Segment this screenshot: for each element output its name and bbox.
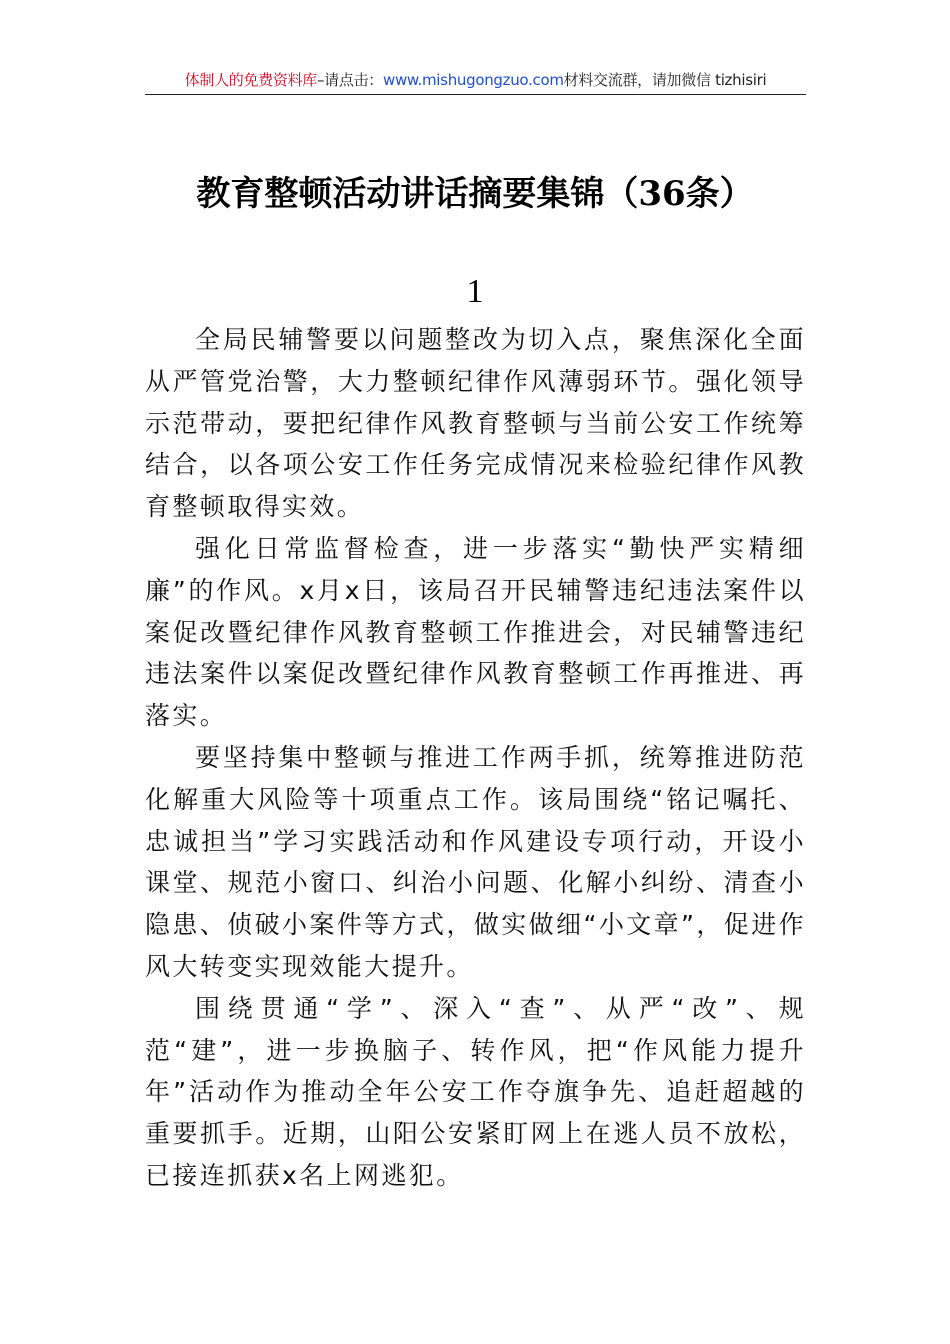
paragraph-4: 围绕贯通“学”、深入“查”、从严“改”、规范“建”，进一步换脑子、转作风，把“作风能力提升年”活动作为推动全年公安工作夺旗争先、追赶超越的重要抓手。近期，山阳公安紧盯网上在逃人员不放松，已接连抓获x名上网逃犯。 bbox=[145, 993, 806, 1190]
click-prompt: –请点击： bbox=[316, 71, 383, 89]
document-title: 教育整顿活动讲话摘要集锦（36条） bbox=[196, 174, 754, 214]
paragraph-1: 全局民辅警要以问题整改为切入点，聚焦深化全面从严管党治警，大力整顿纪律作风薄弱环节。强化领导示范带动，要把纪律作风教育整顿与当前公安工作统筹结合，以各项公安工作任务完成情况来检验纪律作风教育整顿取得实效。 bbox=[145, 325, 806, 522]
paragraph-2: 强化日常监督检查，进一步落实“勤快严实精细廉”的作风。x月x日，该局召开民辅警违纪违法案件以案促改暨纪律作风教育整顿工作推进会，对民辅警违纪违法案件以案促改暨纪律作风教育整顿工作再推进、再落实。 bbox=[145, 533, 806, 731]
section-number: 1 bbox=[466, 273, 484, 310]
paragraph-3: 要坚持集中整顿与推进工作两手抓，统筹推进防范化解重大风险等十项重点工作。该局围绕“铭记嘱托、忠诚担当”学习实践活动和作风建设专项行动，开设小课堂、规范小窗口、纠治小问题、化解小纠纷、清查小隐患、侦破小案件等方式，做实做细“小文章”，促进作风大转变实现效能大提升。 bbox=[145, 742, 806, 981]
document-body bbox=[145, 319, 806, 1197]
site-link[interactable]: www.mishugongzuo.com bbox=[383, 71, 564, 89]
library-name: 体制人的免费资料库 bbox=[184, 71, 317, 89]
page-header-banner bbox=[145, 66, 806, 95]
wechat-note: 材料交流群，请加微信 tizhisiri bbox=[563, 71, 767, 89]
